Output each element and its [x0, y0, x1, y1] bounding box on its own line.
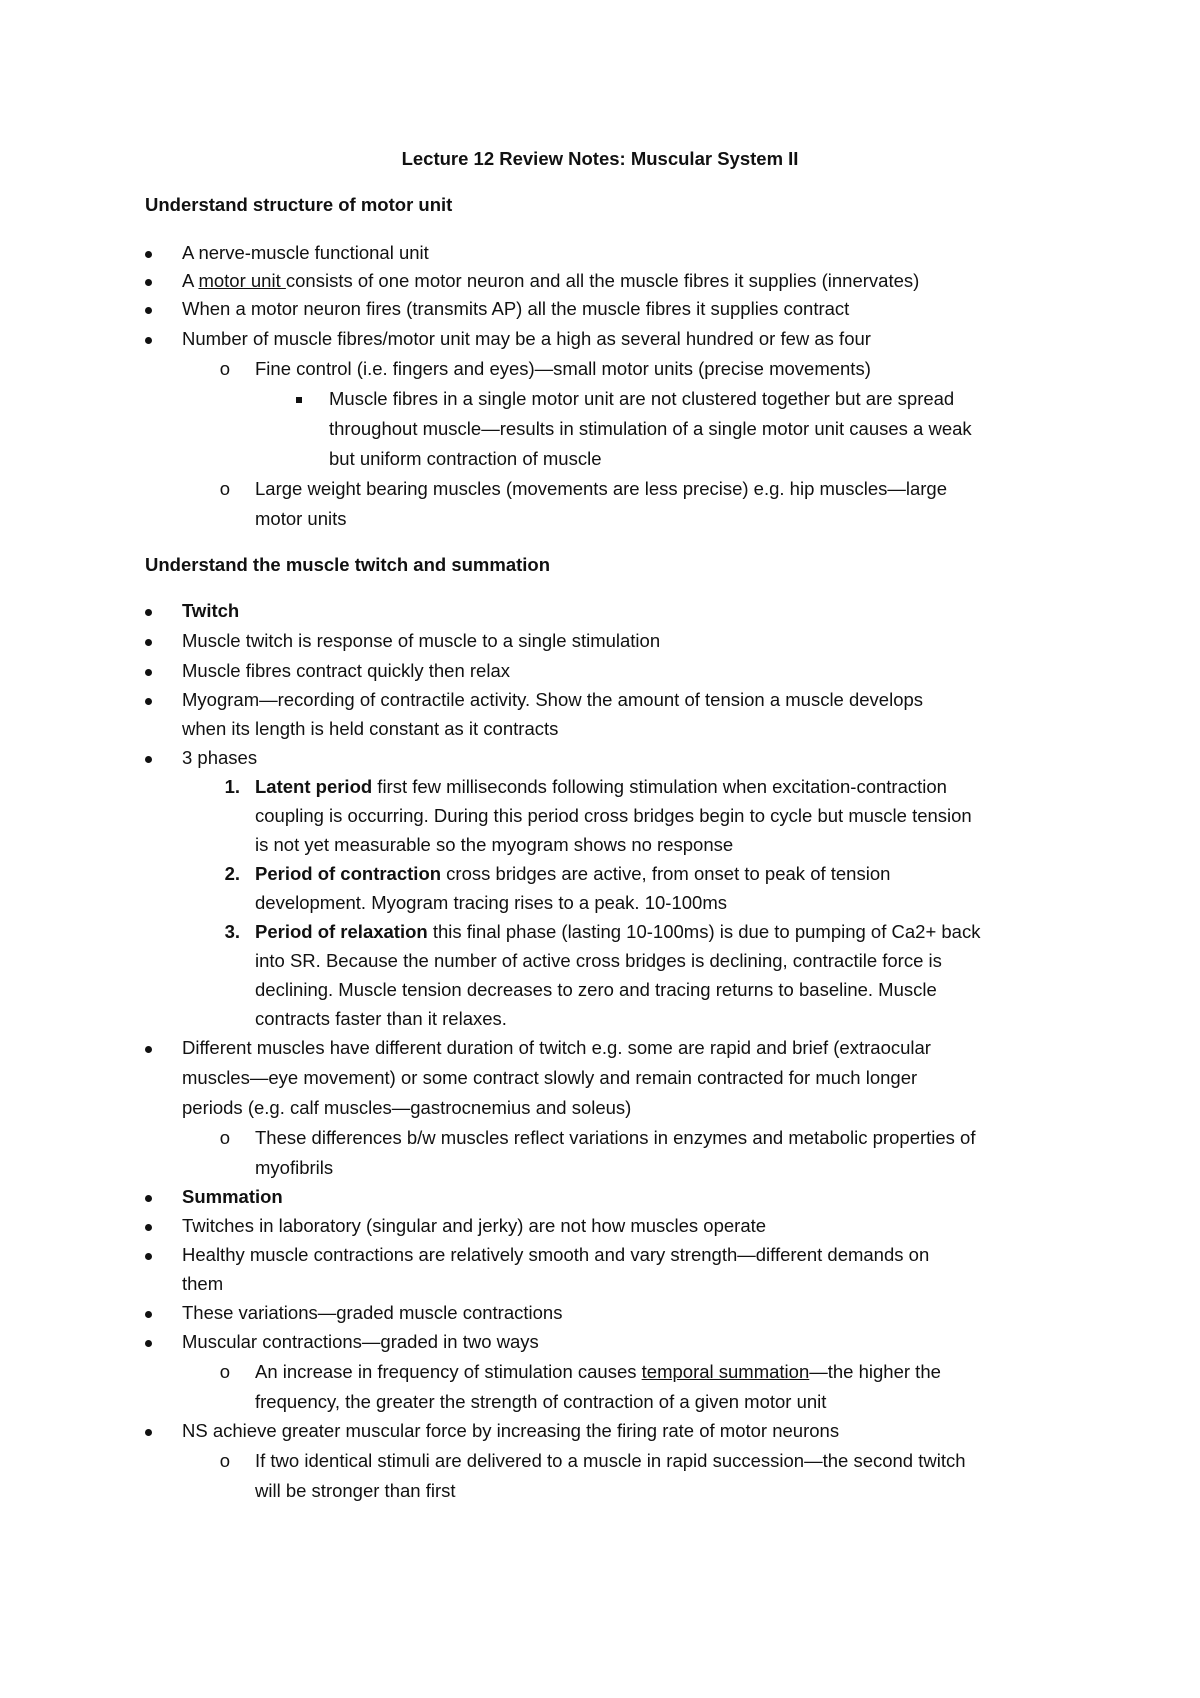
numbered-text: is not yet measurable so the myogram shows no response — [255, 834, 734, 855]
sub-bullet-text: An increase in frequency of stimulation causes temporal summation—the higher the — [255, 1361, 941, 1382]
numbered-text: declining. Muscle tension decreases to zero and tracing returns to baseline. Muscle — [255, 979, 937, 1000]
bullet-text: Healthy muscle contractions are relatively smooth and vary strength—different demands on — [182, 1244, 930, 1265]
bullet-icon — [140, 688, 152, 712]
sub-bullet-marker: o — [219, 1127, 230, 1148]
numbered-text: Latent period first few milliseconds following stimulation when excitation-contraction — [255, 776, 947, 797]
bullet-icon — [140, 1419, 152, 1443]
bullet-icon — [140, 1185, 152, 1209]
bullet-text: Muscular contractions—graded in two ways — [182, 1331, 539, 1352]
bullet-icon — [140, 327, 152, 351]
numbered-text: into SR. Because the number of active cross bridges is declining, contractile force is — [255, 950, 942, 971]
bullet-text: Twitch — [182, 600, 240, 621]
underlined-term: temporal summation — [641, 1361, 810, 1382]
bullet-icon — [140, 1330, 152, 1354]
bullet-icon — [140, 746, 152, 770]
bullet-text: muscles—eye movement) or some contract slowly and remain contracted for much longer — [182, 1067, 918, 1088]
sub-bullet-text: will be stronger than first — [255, 1480, 456, 1501]
bullet-icon — [140, 297, 152, 321]
bullet-icon — [140, 241, 152, 265]
underlined-term: motor unit — [198, 270, 286, 291]
bullet-text: When a motor neuron fires (transmits AP) all the muscle fibres it supplies contract — [182, 298, 850, 319]
bullet-text: Twitches in laboratory (singular and jerky) are not how muscles operate — [182, 1215, 767, 1236]
bullet-icon — [140, 1243, 152, 1267]
numbered-text: contracts faster than it relaxes. — [255, 1008, 507, 1029]
sub-bullet-text: These differences b/w muscles reflect variations in enzymes and metabolic properties of — [255, 1127, 976, 1148]
sub-sub-bullet-text: Muscle fibres in a single motor unit are not clustered together but are spread — [329, 388, 955, 409]
bullet-text: Myogram—recording of contractile activity. Show the amount of tension a muscle develops — [182, 689, 924, 710]
bullet-text: periods (e.g. calf muscles—gastrocnemius and soleus) — [182, 1097, 632, 1118]
sub-bullet-text: frequency, the greater the strength of contraction of a given motor unit — [255, 1391, 827, 1412]
numbered-text: Period of relaxation this final phase (lasting 10-100ms) is due to pumping of Ca2+ back — [255, 921, 981, 942]
bullet-text: Muscle twitch is response of muscle to a single stimulation — [182, 630, 661, 651]
bullet-icon — [140, 629, 152, 653]
numbered-text: Period of contraction cross bridges are active, from onset to peak of tension — [255, 863, 891, 884]
bullet-text: A motor unit consists of one motor neuron and all the muscle fibres it supplies (innervates) — [182, 270, 920, 291]
bullet-text: Number of muscle fibres/motor unit may be a high as several hundred or few as four — [182, 328, 871, 349]
bullet-icon — [140, 1301, 152, 1325]
sub-bullet-text: motor units — [255, 508, 347, 529]
bullet-icon — [140, 1036, 152, 1060]
list-number: 2. — [224, 863, 240, 884]
bullet-text: when its length is held constant as it contracts — [182, 718, 559, 739]
list-number: 1. — [224, 776, 240, 797]
sub-bullet-text: If two identical stimuli are delivered to a muscle in rapid succession—the second twitch — [255, 1450, 966, 1471]
list-number: 3. — [224, 921, 240, 942]
sub-bullet-text: Fine control (i.e. fingers and eyes)—small motor units (precise movements) — [255, 358, 871, 379]
numbered-text: development. Myogram tracing rises to a peak. 10-100ms — [255, 892, 727, 913]
bullet-text: Summation — [182, 1186, 283, 1207]
sub-bullet-text: Large weight bearing muscles (movements are less precise) e.g. hip muscles—large — [255, 478, 947, 499]
sub-bullet-marker: o — [219, 358, 230, 379]
bullet-text: These variations—graded muscle contractions — [182, 1302, 563, 1323]
square-bullet-icon — [290, 387, 302, 411]
bullet-icon — [140, 1214, 152, 1238]
bullet-icon — [140, 659, 152, 683]
sub-sub-bullet-text: but uniform contraction of muscle — [329, 448, 602, 469]
sub-bullet-marker: o — [219, 1450, 230, 1471]
bullet-text: A nerve-muscle functional unit — [182, 242, 429, 263]
sub-bullet-text: myofibrils — [255, 1157, 334, 1178]
numbered-text: coupling is occurring. During this period cross bridges begin to cycle but muscle tension — [255, 805, 972, 826]
bullet-text: Muscle fibres contract quickly then relax — [182, 660, 510, 681]
bullet-text: them — [182, 1273, 224, 1294]
sub-bullet-marker: o — [219, 478, 230, 499]
sub-bullet-marker: o — [219, 1361, 230, 1382]
bullet-icon — [140, 599, 152, 623]
bullet-text: 3 phases — [182, 747, 258, 768]
page-title: Lecture 12 Review Notes: Muscular System II — [401, 148, 799, 169]
sub-sub-bullet-text: throughout muscle—results in stimulation of a single motor unit causes a weak — [329, 418, 972, 439]
bullet-text: Different muscles have different duration of twitch e.g. some are rapid and brief (extraocular — [182, 1037, 931, 1058]
bullet-text: NS achieve greater muscular force by increasing the firing rate of motor neurons — [182, 1420, 840, 1441]
bullet-icon — [140, 269, 152, 293]
section-heading-motor-unit: Understand structure of motor unit — [145, 194, 453, 215]
section-heading-twitch-summation: Understand the muscle twitch and summation — [145, 554, 551, 575]
